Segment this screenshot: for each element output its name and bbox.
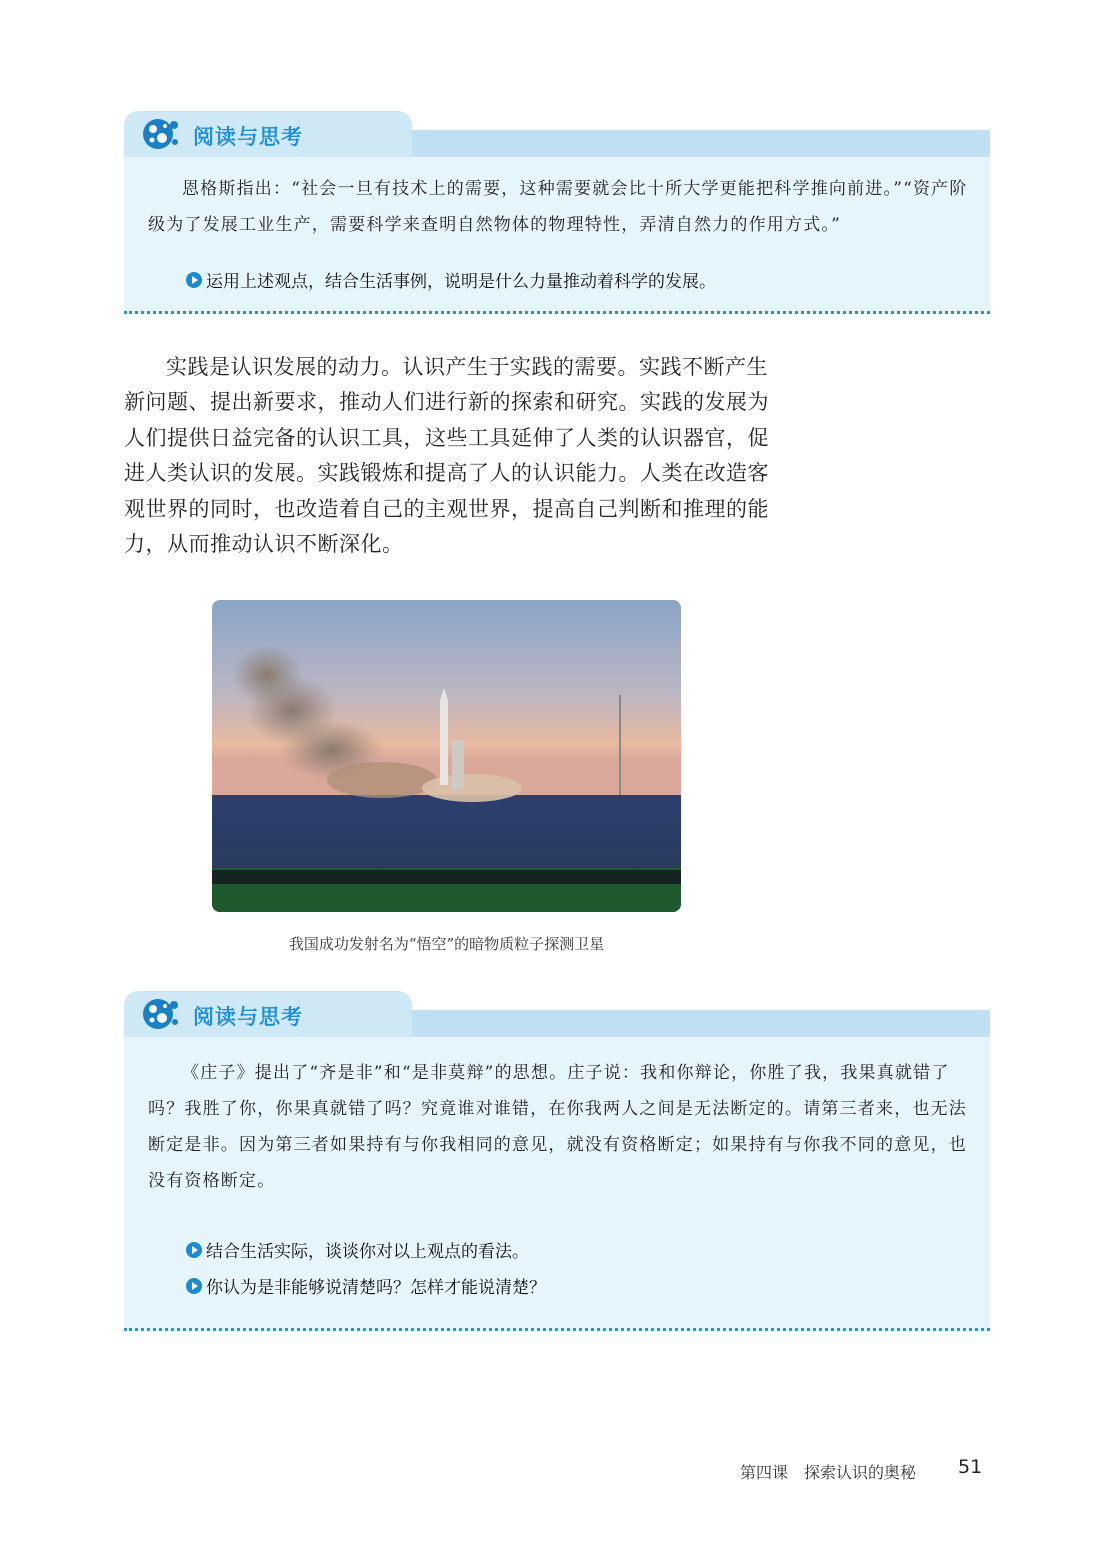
reading-box-1 [124,111,990,316]
box-quote-text: 《庄子》提出了“齐是非”和“是非莫辩”的思想。庄子说：我和你辩论，你胜了我，我果真就错了吗？我胜了你，你果真就错了吗？究竟谁对谁错，在你我两人之间是无法断定的。请第三者来，也无法断定是非。因为第三者如果持有与你我相同的意见，就没有资格断定；如果持有与你我不同的意见，也没有资格断定。 [148,1063,967,1191]
box-body [124,157,990,314]
reading-icon [141,996,179,1032]
question-text: 运用上述观点，结合生活事例，说明是什么力量推动着科学的发展。 [206,272,716,292]
question-item [186,1273,546,1298]
question-item [186,1237,529,1262]
box-title: 阅读与思考 [193,1005,303,1029]
reading-icon [141,116,179,152]
box-quote-text: 恩格斯指出：“社会一旦有技术上的需要，这种需要就会比十所大学更能把科学推向前进。”“资产阶级为了发展工业生产，需要科学来查明自然物体的物理特性，弄清自然力的作用方式。” [148,179,968,235]
main-paragraph [124,350,774,562]
question-text: 你认为是非能够说清楚吗？怎样才能说清楚？ [206,1278,546,1298]
reading-box-2 [124,991,990,1333]
box-body [124,1037,990,1331]
figure-caption: 我国成功发射名为“悟空”的暗物质粒子探测卫星 [288,935,605,953]
arrow-bullet-icon [186,272,202,288]
question-text: 结合生活实际，谈谈你对以上观点的看法。 [206,1242,529,1262]
launch-illustration [212,600,681,912]
arrow-bullet-icon [186,1242,202,1258]
question-item [186,267,716,292]
paragraph-text: 实践是认识发展的动力。认识产生于实践的需要。实践不断产生新问题、提出新要求，推动人们进行新的探索和研究。实践的发展为人们提供日益完备的认识工具，这些工具延伸了人类的认识器官，促进人类认识的发展。实践锻炼和提高了人的认识能力。人类在改造客观世界的同时，也改造着自己的主观世界，提高自己判断和推理的能力，从而推动认识不断深化。 [124,355,769,557]
box-title: 阅读与思考 [193,125,303,149]
page-number: 51 [958,1456,983,1478]
chapter-title: 第四课 探索认识的奥秘 [740,1463,917,1482]
satellite-launch-photo [212,600,681,912]
arrow-bullet-icon [186,1278,202,1294]
